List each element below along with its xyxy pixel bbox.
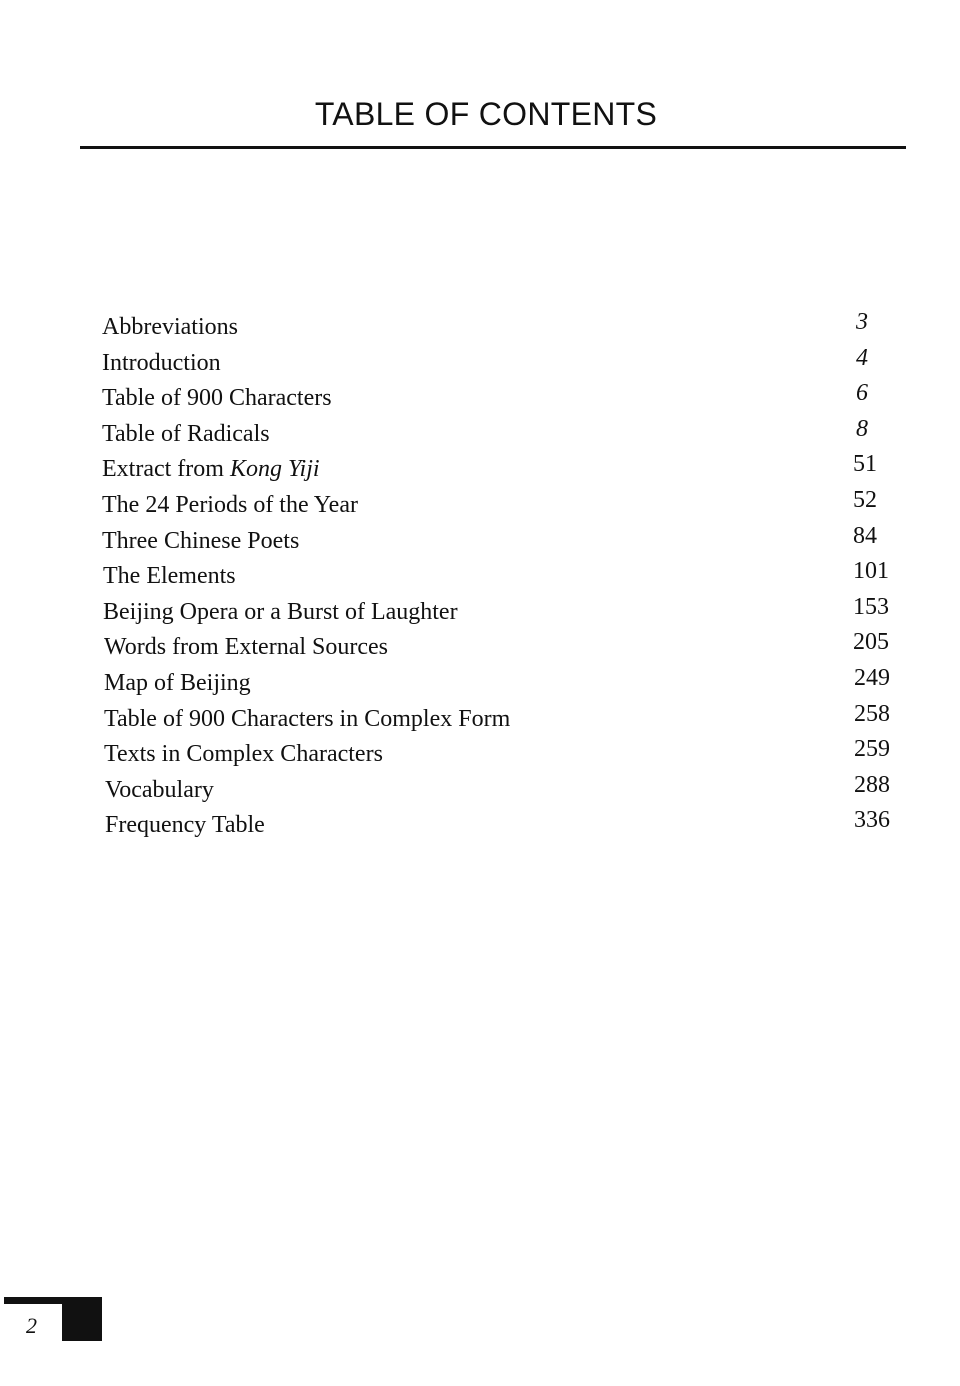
toc-entry-title: Vocabulary bbox=[105, 776, 214, 803]
toc-entry-page: 6 bbox=[856, 380, 868, 407]
toc-entry-beijing-opera bbox=[0, 595, 960, 631]
toc-entry-the-elements bbox=[0, 559, 960, 595]
toc-entry-words-from-external-sources bbox=[0, 630, 960, 666]
toc-entry-page: 8 bbox=[856, 415, 868, 442]
toc-entry-title: The 24 Periods of the Year bbox=[102, 491, 358, 518]
footer-block bbox=[62, 1297, 102, 1341]
title-rule bbox=[80, 146, 906, 149]
toc-entry-frequency-table bbox=[0, 808, 960, 844]
toc-entry-table-of-900-characters bbox=[0, 381, 960, 417]
toc-entry-title: The Elements bbox=[103, 563, 236, 590]
toc-entry-texts-in-complex-characters bbox=[0, 737, 960, 773]
page-title: TABLE OF CONTENTS bbox=[314, 96, 658, 132]
toc-entry-map-of-beijing bbox=[0, 666, 960, 702]
toc-list bbox=[0, 310, 960, 844]
toc-entry-page: 4 bbox=[856, 344, 868, 371]
toc-entry-title: Table of 900 Characters bbox=[102, 385, 332, 412]
toc-entry-vocabulary bbox=[0, 773, 960, 809]
toc-entry-title: Table of 900 Characters in Complex Form bbox=[104, 705, 511, 732]
toc-entry-title: Texts in Complex Characters bbox=[104, 741, 383, 768]
footer-bar bbox=[4, 1297, 64, 1304]
toc-entry-page: 51 bbox=[853, 451, 877, 478]
toc-entry-table-of-radicals bbox=[0, 417, 960, 453]
toc-entry-complex-form-characters bbox=[0, 702, 960, 738]
toc-entry-title: Table of Radicals bbox=[102, 420, 270, 447]
toc-entry-page: 205 bbox=[853, 629, 889, 656]
toc-entry-title-roman: Extract from bbox=[102, 456, 224, 483]
toc-entry-title: Beijing Opera or a Burst of Laughter bbox=[103, 598, 458, 625]
toc-entry-title: Frequency Table bbox=[105, 812, 265, 839]
toc-entry-page: 249 bbox=[854, 664, 890, 691]
toc-entry-introduction bbox=[0, 346, 960, 382]
toc-entry-title: Map of Beijing bbox=[104, 669, 251, 696]
toc-entry-page: 258 bbox=[854, 700, 890, 727]
toc-entry-page: 259 bbox=[854, 736, 890, 763]
toc-entry-24-periods bbox=[0, 488, 960, 524]
toc-entry-abbreviations bbox=[0, 310, 960, 346]
toc-entry-three-chinese-poets bbox=[0, 524, 960, 560]
toc-entry-title-italic: Kong Yiji bbox=[229, 456, 320, 483]
toc-entry-page: 336 bbox=[854, 807, 890, 834]
folio-page-number: 2 bbox=[26, 1313, 37, 1338]
toc-entry-title: Words from External Sources bbox=[104, 634, 388, 661]
toc-entry-title: Introduction bbox=[102, 349, 221, 376]
toc-entry-page: 153 bbox=[853, 593, 889, 620]
toc-entry-page: 52 bbox=[853, 486, 877, 513]
toc-entry-title: Abbreviations bbox=[102, 314, 238, 340]
toc-entry-extract-from-kong-yiji bbox=[0, 452, 960, 488]
toc-entry-page: 84 bbox=[853, 522, 877, 549]
toc-entry-title: Three Chinese Poets bbox=[102, 527, 300, 554]
toc-entry-page: 3 bbox=[856, 309, 868, 335]
toc-entry-title bbox=[102, 452, 320, 486]
toc-entry-page: 101 bbox=[853, 558, 889, 585]
toc-entry-page: 288 bbox=[854, 771, 890, 798]
